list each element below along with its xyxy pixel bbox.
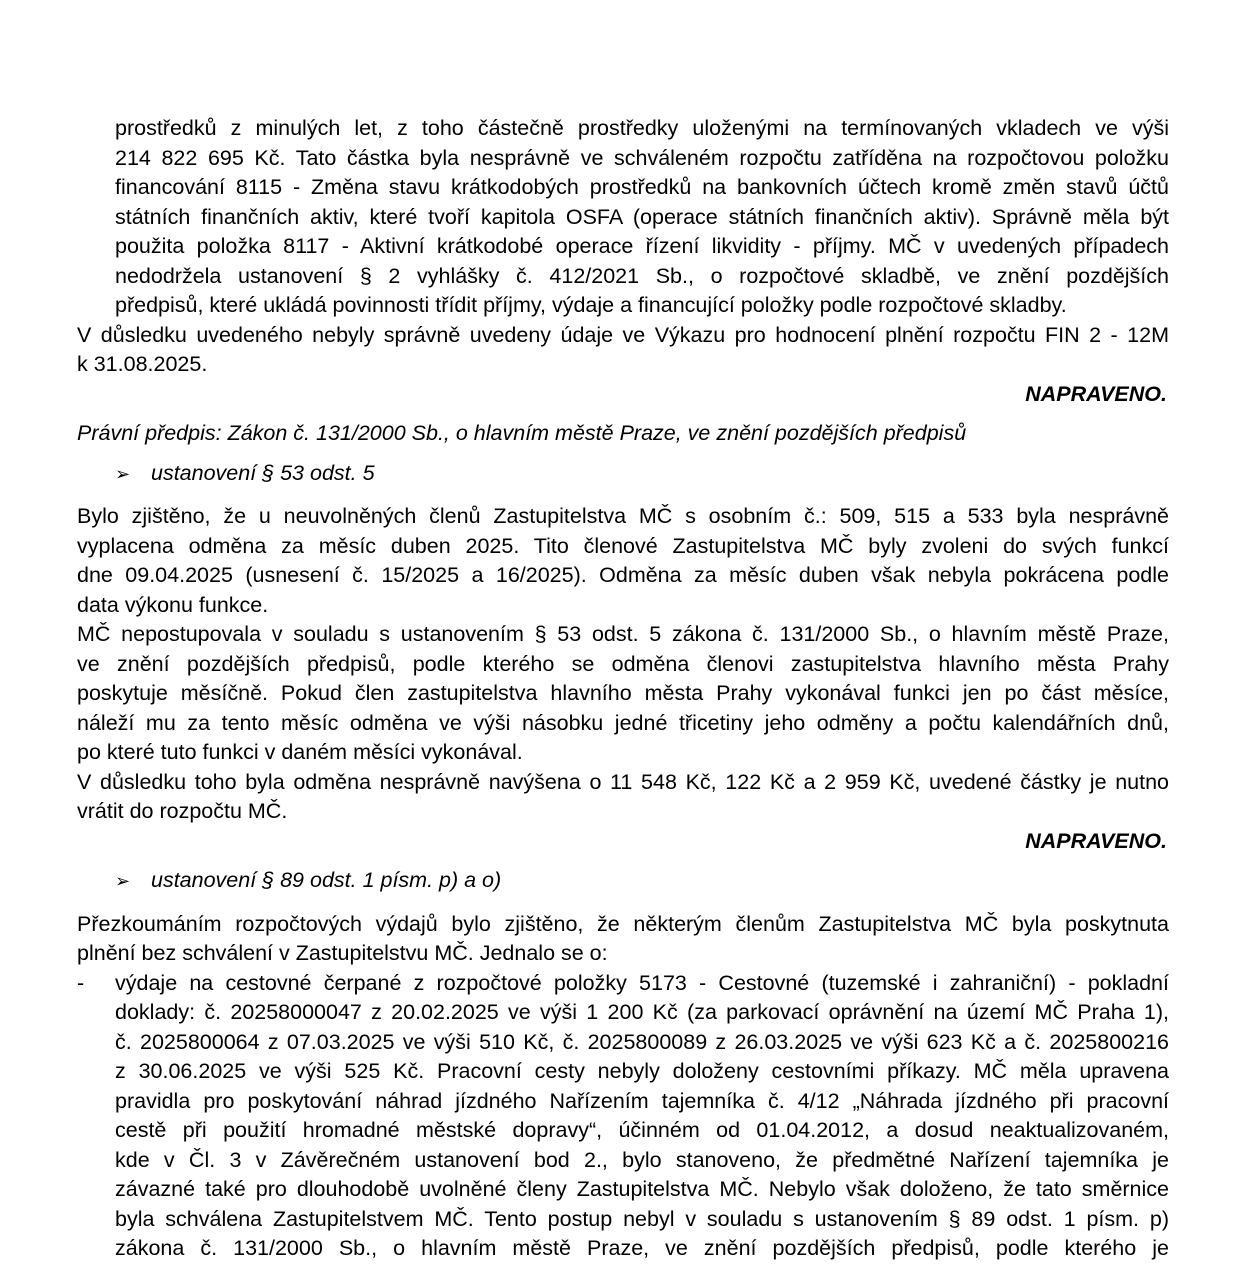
text-line: státních finančních aktiv, které tvoří kapitola OSFA (operace státních finančních aktiv). Správně měla být: [115, 204, 1169, 229]
text-line: použita položka 8117 - Aktivní krátkodobé operace řízení likvidity - příjmy. MČ v uvedených případech: [115, 234, 1169, 258]
document-page: [77, 114, 1169, 1264]
list-dash-marker: -: [77, 970, 85, 995]
text-line: prostředků z minulých let, z toho částečně prostředky uloženými na termínovaných vkladech ve výši: [115, 116, 1169, 140]
text-line: data výkonu funkce.: [77, 592, 269, 617]
text-line: po které tuto funkci v daném měsíci vykonával.: [77, 740, 523, 764]
text-line: ve znění pozdějších předpisů, podle kterého se odměna členovi zastupitelstva hlavního města Prahy: [77, 651, 1169, 676]
text-line: předpisů, které ukládá povinnosti třídit příjmy, výdaje a financující položky podle rozpočtové skladby.: [115, 293, 1067, 317]
text-line: kde v Čl. 3 v Závěrečném ustanovení bod 2., bylo stanoveno, že předmětné Nařízení tajemníka je: [115, 1147, 1169, 1172]
text-line: z 30.06.2025 ve výši 525 Kč. Pracovní cesty nebyly doloženy cestovními příkazy. MČ měla upravena: [115, 1059, 1169, 1083]
status-remedied: NAPRAVENO.: [1025, 381, 1167, 406]
consequence-paragraph: [77, 321, 1169, 380]
text-line: V důsledku toho byla odměna nesprávně navýšena o 11 548 Kč, 122 Kč a 2 959 Kč, uvedené částky je nutno: [77, 769, 1169, 794]
text-line: 214 822 695 Kč. Tato částka byla nesprávně ve schváleném rozpočtu zatříděna na rozpočtovou položku: [115, 145, 1169, 170]
list-item: [77, 969, 1169, 1264]
text-line: Bylo zjištěno, že u neuvolněných členů Zastupitelstva MČ s osobním č.: 509, 515 a 533 byla nesprávně: [77, 504, 1169, 528]
text-line: cestě při použití hromadné městské dopravy“, účinném od 01.04.2012, a dosud neaktualizovaném,: [115, 1118, 1169, 1142]
arrow-bullet-icon: ➢: [115, 871, 131, 891]
status-remedied: NAPRAVENO.: [1025, 828, 1167, 853]
provision-heading: [77, 459, 1169, 489]
text-line: MČ nepostupovala v souladu s ustanovením § 53 odst. 5 zákona č. 131/2000 Sb., o hlavním městě Praze,: [77, 622, 1169, 646]
finding-paragraph: [77, 910, 1169, 969]
provision-heading-text: ustanovení § 53 odst. 5: [151, 460, 375, 485]
provision-heading-text: ustanovení § 89 odst. 1 písm. p) a o): [151, 868, 502, 892]
text-line: výdaje na cestovné čerpané z rozpočtové položky 5173 - Cestovné (tuzemské i zahraniční) - pokladní: [115, 970, 1169, 995]
provision-heading: [77, 866, 1169, 896]
finding-paragraph: [77, 502, 1169, 620]
text-line: doklady: č. 20258000047 z 20.02.2025 ve výši 1 200 Kč (za parkovací oprávnění na území MČ Praha 1),: [115, 1000, 1169, 1024]
text-line: plnění bez schválení v Zastupitelstvu MČ. Jednalo se o:: [77, 941, 608, 965]
text-line: vrátit do rozpočtu MČ.: [77, 799, 288, 823]
text-line: dne 09.04.2025 (usnesení č. 15/2025 a 16/2025). Odměna za měsíc duben však nebyla pokrácena podle: [77, 563, 1169, 587]
consequence-paragraph: [77, 768, 1169, 827]
arrow-bullet-icon: ➢: [115, 463, 131, 484]
text-line: V důsledku uvedeného nebyly správně uvedeny údaje ve Výkazu pro hodnocení plnění rozpočtu FIN 2 - 12M: [77, 322, 1169, 347]
text-line: poskytuje měsíčně. Pokud člen zastupitelstva hlavního města Prahy vykonával funkci jen po část měsíce,: [77, 681, 1169, 705]
text-line: financování 8115 - Změna stavu krátkodobých prostředků na bankovních účtech kromě změn stavů účtů: [115, 175, 1169, 199]
text-line: byla schválena Zastupitelstvem MČ. Tento postup nebyl v souladu s ustanovením § 89 odst. 1 písm. p): [115, 1206, 1169, 1231]
text-line: č. 2025800064 z 07.03.2025 ve výši 510 Kč, č. 2025800089 z 26.03.2025 ve výši 623 Kč a č. 2025800216: [115, 1029, 1169, 1054]
legal-explanation-paragraph: [77, 620, 1169, 768]
finding-paragraph-continuation: [77, 114, 1169, 321]
text-line: náleží mu za tento měsíc odměna ve výši násobku jedné třicetiny jeho odměny a počtu kalendářních dnů,: [77, 710, 1169, 735]
text-line-cut-off: zákona č. 131/2000 Sb., o hlavním městě Praze, ve znění pozdějších předpisů, podle kterého je: [115, 1236, 1169, 1260]
legal-basis-heading: Právní předpis: Zákon č. 131/2000 Sb., o hlavním městě Praze, ve znění pozdějších předpisů: [77, 421, 967, 445]
text-line: závazné také pro dlouhodobě uvolněné členy Zastupitelstva MČ. Nebylo však doloženo, že tato směrnice: [115, 1177, 1169, 1201]
text-line: vyplacena odměna za měsíc duben 2025. Tito členové Zastupitelstva MČ byly zvoleni do svých funkcí: [77, 533, 1169, 558]
text-line: Přezkoumáním rozpočtových výdajů bylo zjištěno, že některým členům Zastupitelstva MČ byla poskytnuta: [77, 911, 1169, 936]
text-line: pravidla pro poskytování náhrad jízdného Nařízením tajemníka č. 4/12 „Náhrada jízdného při pracovní: [115, 1088, 1169, 1113]
text-line: nedodržela ustanovení § 2 vyhlášky č. 412/2021 Sb., o rozpočtové skladbě, ve znění pozdějších: [115, 263, 1169, 288]
text-line: k 31.08.2025.: [77, 352, 208, 376]
